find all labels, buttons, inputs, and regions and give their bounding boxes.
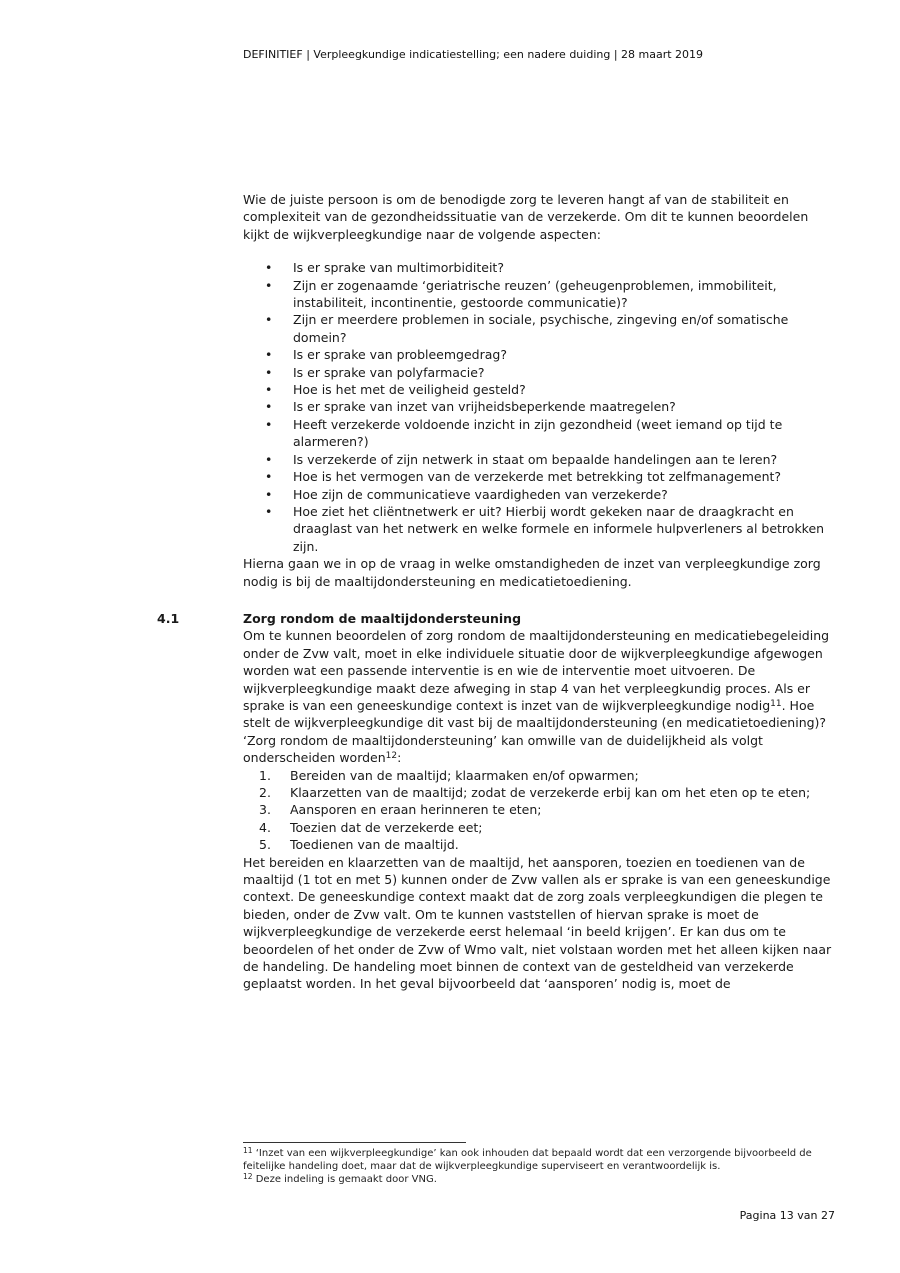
bullet-item (243, 486, 835, 503)
bullet-item (243, 311, 835, 346)
page-number: Pagina 13 van 27 (739, 1209, 835, 1222)
bullet-text: Zijn er meerdere problemen in sociale, psychische, zingeving en/of somatische domein? (293, 312, 789, 345)
bullet-item (243, 468, 835, 485)
section-paragraph-1 (243, 627, 835, 731)
item-text: Toezien dat de verzekerde eet; (290, 819, 483, 835)
section-paragraph-2 (243, 732, 835, 767)
bullet-text: Hoe ziet het cliëntnetwerk er uit? Hierbij wordt gekeken naar de draagkracht en draaglast van het netwerk en welke formele en informele hulpverleners al betrokken zijn. (293, 503, 825, 554)
transition-paragraph: Hierna gaan we in op de vraag in welke omstandigheden de inzet van verpleegkundige zorg nodig is bij de maaltijdondersteuning en medicatietoediening. (243, 556, 821, 589)
footnote-11-marker: 11 (243, 1146, 253, 1155)
section-title: Zorg rondom de maaltijdondersteuning (243, 610, 522, 626)
aspects-bullet-list (243, 259, 835, 555)
bullet-text: Hoe zijn de communicatieve vaardigheden van verzekerde? (293, 486, 668, 502)
item-number: 1. (259, 767, 271, 783)
item-text: Aansporen en eraan herinneren te eten; (290, 802, 542, 818)
footnote-12-marker: 12 (243, 1172, 253, 1181)
item-number: 5. (259, 837, 271, 853)
bullet-text: Hoe is het vermogen van de verzekerde met betrekking tot zelfmanagement? (293, 469, 782, 485)
bullet-item (243, 259, 835, 276)
bullet-item (243, 346, 835, 363)
numbered-item (243, 801, 835, 818)
document-header: DEFINITIEF | Verpleegkundige indicatiestelling; een nadere duiding | 28 maart 2019 (243, 48, 704, 61)
footnote-separator (243, 1142, 466, 1143)
bullet-item (243, 451, 835, 468)
item-text: Klaarzetten van de maaltijd; zodat de verzekerde erbij kan om het eten op te eten; (290, 785, 811, 800)
numbered-item (243, 784, 835, 801)
item-text: Bereiden van de maaltijd; klaarmaken en/of opwarmen; (290, 767, 639, 783)
bullet-text: Is er sprake van probleemgedrag? (293, 347, 507, 363)
meal-steps-list (243, 767, 835, 854)
item-number: 2. (259, 785, 271, 800)
section-paragraph-1-continuation: . Hoe stelt de wijkverpleegkundige dit vast bij de maaltijdondersteuning (en medicatietoediening)? (243, 697, 827, 731)
bullet-text: Heeft verzekerde voldoende inzicht in zijn gezondheid (weet iemand op tijd te alarmeren?) (293, 416, 783, 450)
bullet-item (243, 364, 835, 381)
intro-paragraph: Wie de juiste persoon is om de benodigde zorg te leveren hangt af van de stabiliteit en complexiteit van de gezondheidssituatie van de verzekerde. Om dit te kunnen beoordelen kijkt de wijkverpleegkundige naar de volgende aspecten: (243, 192, 809, 242)
bullet-text: Is er sprake van multimorbiditeit? (293, 260, 504, 276)
bullet-text: Is er sprake van inzet van vrijheidsbeperkende maatregelen? (293, 399, 676, 415)
bullet-text: Hoe is het met de veiligheid gesteld? (293, 382, 526, 398)
section-number: 4.1 (157, 610, 180, 626)
footnotes-block (243, 1142, 835, 1186)
bullet-item (243, 277, 835, 312)
bullet-text: Zijn er zogenaamde ‘geriatrische reuzen’ (geheugenproblemen, immobiliteit, instabiliteit, incontinentie, gestoorde communicatie)? (293, 277, 777, 311)
footnote-12-text: Deze indeling is gemaakt door VNG. (252, 1174, 437, 1185)
footnote-ref-12: 12 (385, 751, 398, 762)
document-body (157, 191, 835, 993)
section-paragraph-2-text: ‘Zorg rondom de maaltijdondersteuning’ kan omwille van de duidelijkheid als volgt onderscheiden worden (243, 732, 763, 766)
footnote-ref-11: 11 (770, 698, 782, 709)
footnote-12 (243, 1173, 835, 1186)
bullet-item (243, 503, 835, 555)
item-text: Toedienen van de maaltijd. (290, 837, 459, 853)
bullet-item (243, 381, 835, 398)
item-number: 3. (259, 802, 271, 818)
bullet-text: Is er sprake van polyfarmacie? (293, 364, 485, 380)
bullet-text: Is verzekerde of zijn netwerk in staat om bepaalde handelingen aan te leren? (293, 451, 778, 467)
section-paragraph-3: Het bereiden en klaarzetten van de maaltijd, het aansporen, toezien en toedienen van de maaltijd (1 tot en met 5) kunnen onder de Zvw vallen als er sprake is van een geneeskundige context. De geneeskundige context maakt dat de zorg zoals verpleegkundigen die plegen te bieden, onder de Zvw valt. Om te kunnen vaststellen of hiervan sprake is moet de wijkverpleegkundige de verzekerde eerst helemaal ‘in beeld krijgen’. Er kan dus om te beoordelen of het onder de Zvw of Wmo valt, niet volstaan worden met het alleen kijken naar de handeling. De handeling moet binnen de context van de gesteldheid van verzekerde geplaatst worden. In het geval bijvoorbeeld dat ‘aansporen’ nodig is, moet de (243, 854, 832, 992)
numbered-item (243, 836, 835, 853)
bullet-item (243, 416, 835, 451)
footnote-11-text: ‘Inzet van een wijkverpleegkundige’ kan ook inhouden dat bepaald wordt dat een verzorgende bijvoorbeeld de feitelijke handeling doet, maar dat de wijkverpleegkundige superviseert en verantwoordelijk is. (243, 1148, 812, 1172)
section-paragraph-2-continuation: : (397, 750, 402, 766)
section-paragraph-1-text: Om te kunnen beoordelen of zorg rondom de maaltijdondersteuning en medicatiebegeleiding onder de Zvw valt, moet in elke individuele situatie door de wijkverpleegkundige afgewogen worden wat een passende interventie is en wie de interventie moet uitvoeren. De wijkverpleegkundige maakt deze afweging in stap 4 van het verpleegkundig proces. Als er sprake is van een geneeskundige context is inzet van de wijkverpleegkundige nodig (243, 628, 830, 713)
numbered-item (243, 819, 835, 836)
item-number: 4. (259, 819, 271, 835)
footnote-11 (243, 1147, 835, 1173)
numbered-item (243, 767, 835, 784)
bullet-item (243, 398, 835, 415)
section-heading (157, 610, 835, 627)
